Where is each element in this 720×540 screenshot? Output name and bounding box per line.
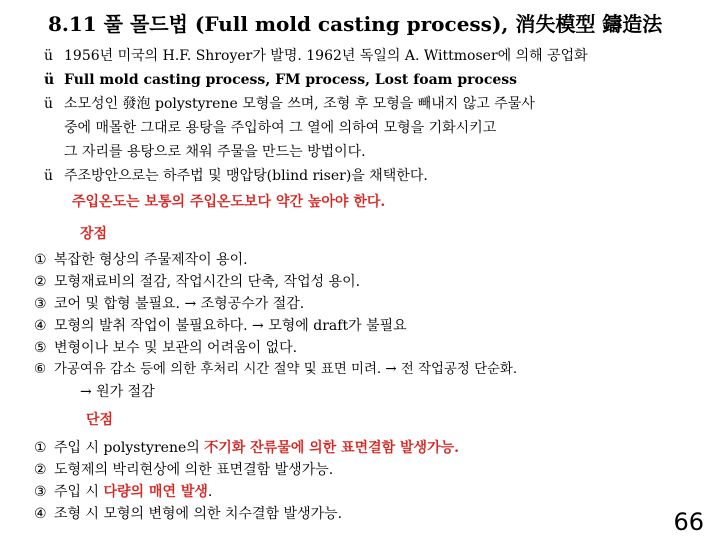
pouring-temperature-note: 주입온도는 보통의 주입온도보다 약간 높아야 한다. [72, 194, 386, 210]
check-mark-icon: ü [44, 168, 54, 184]
advantage-continuation: → 원가 절감 [80, 384, 155, 400]
disadvantage-item: ③ 주입 시 다량의 매연 발생. [34, 484, 213, 500]
intro-item-names [44, 70, 517, 90]
disadvantage-item: ② 도형제의 박리현상에 의한 표면결함 발생가능. [34, 462, 334, 478]
intro-item-gating [44, 166, 428, 186]
intro-gating-text: 주조방안으로는 하주법 및 맹압탕(blind riser)을 채택한다. [64, 168, 428, 184]
page-number: 66 [673, 508, 704, 536]
intro-names-text: Full mold casting process, FM process, Lost foam process [64, 72, 518, 88]
advantage-item: ④ 모형의 발취 작업이 불필요하다. → 모형에 draft가 불필요 [34, 318, 407, 334]
disadvantages-heading: 단점 [86, 412, 114, 428]
check-mark-icon: ü [44, 96, 54, 112]
slide-title: 8.11 풀 몰드법 (Full mold casting process), 消失模型 鑄造法 [48, 12, 663, 36]
intro-item-history [44, 46, 588, 66]
intro-history-text: 1956년 미국의 H.F. Shroyer가 발명. 1962년 독일의 A. Wittmoser에 의해 공업화 [64, 48, 588, 64]
advantage-item: ⑥ 가공여유 감소 등에 의한 후처리 시간 절약 및 표면 미려. → 전 작업공정 단순화. [34, 362, 518, 377]
intro-method-cont-2: 그 자리를 용탕으로 채워 주물을 만드는 방법이다. [64, 144, 366, 160]
disadvantage-item: ④ 조형 시 모형의 변형에 의한 치수결함 발생가능. [34, 506, 343, 522]
advantage-item: ① 복잡한 형상의 주물제작이 용이. [34, 252, 248, 268]
advantage-item: ② 모형재료비의 절감, 작업시간의 단축, 작업성 용이. [34, 274, 361, 290]
disadvantage-item: ① 주입 시 polystyrene의 不기화 잔류물에 의한 표면결함 발생가능. [34, 440, 459, 456]
advantage-item: ③ 코어 및 합형 불필요. → 조형공수가 절감. [34, 296, 305, 312]
intro-method-text: 소모성인 發泡 polystyrene 모형을 쓰며, 조형 후 모형을 빼내지 않고 주물사 [64, 96, 535, 112]
check-mark-icon: ü [44, 48, 54, 64]
advantages-heading: 장점 [80, 226, 108, 242]
intro-method-cont-1: 중에 매몰한 그대로 용탕을 주입하여 그 열에 의하여 모형을 기화시키고 [64, 120, 497, 136]
check-mark-icon: ü [44, 72, 55, 88]
intro-item-method [44, 94, 535, 114]
advantage-item: ⑤ 변형이나 보수 및 보관의 어려움이 없다. [34, 340, 298, 356]
